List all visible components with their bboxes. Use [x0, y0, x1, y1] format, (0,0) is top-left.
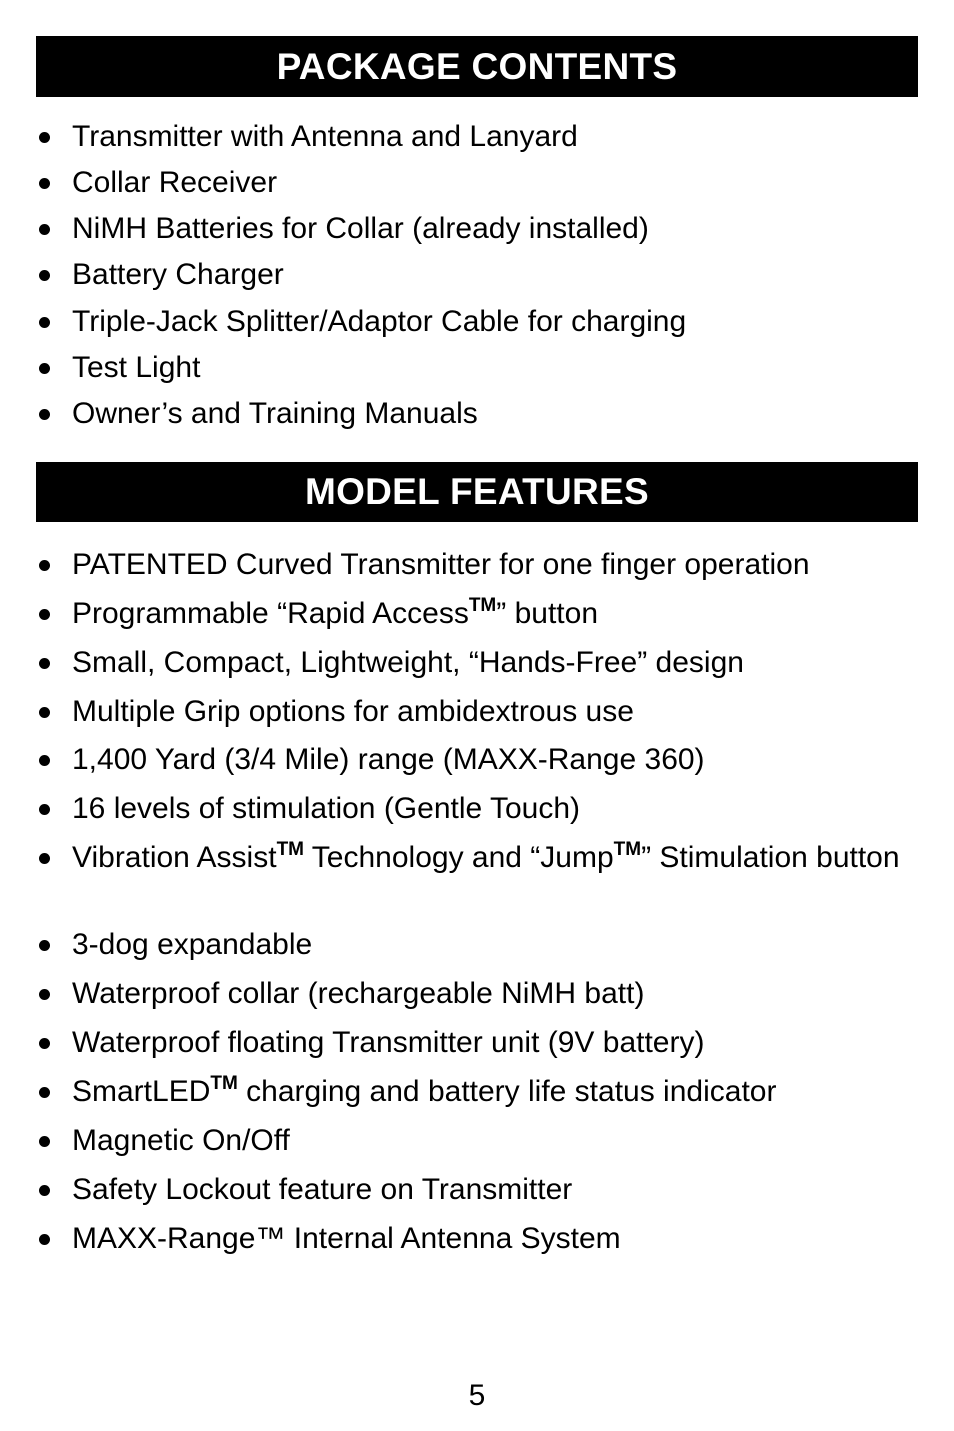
list-item: Transmitter with Antenna and Lanyard: [72, 117, 918, 157]
list-item: Vibration Assist™ Technology and “Jump™” Stimulation button: [72, 838, 918, 878]
list-item: SmartLED™ charging and battery life status indicator: [72, 1072, 918, 1112]
bullet-icon: [39, 224, 50, 235]
list-item: Magnetic On/Off: [72, 1121, 918, 1161]
list-item: NiMH Batteries for Collar (already installed): [72, 209, 918, 249]
bullet-icon: [39, 363, 50, 374]
list-item: 16 levels of stimulation (Gentle Touch): [72, 789, 918, 829]
bullet-icon: [39, 270, 50, 281]
bullet-icon: [39, 707, 50, 718]
bullet-icon: [39, 609, 50, 620]
list-item: Safety Lockout feature on Transmitter: [72, 1170, 918, 1210]
bullet-icon: [39, 409, 50, 420]
trademark-mark: TM: [276, 839, 304, 860]
trademark-mark: TM: [613, 839, 642, 860]
list-item: Battery Charger: [72, 255, 918, 295]
bullet-icon: [39, 853, 50, 864]
bullet-icon: [39, 1087, 50, 1098]
list-item: Small, Compact, Lightweight, “Hands-Free” design: [72, 643, 918, 683]
model-features-heading: MODEL FEATURES: [36, 462, 918, 522]
bullet-icon: [39, 1234, 50, 1245]
bullet-icon: [39, 755, 50, 766]
list-item: 1,400 Yard (3/4 Mile) range (MAXX-Range 360): [72, 740, 918, 780]
bullet-icon: [39, 1136, 50, 1147]
bullet-icon: [39, 804, 50, 815]
trademark-mark: TM: [468, 595, 497, 616]
bullet-icon: [39, 940, 50, 951]
bullet-icon: [39, 132, 50, 143]
list-item: Programmable “Rapid Access™” button: [72, 594, 918, 634]
bullet-icon: [39, 560, 50, 571]
bullet-icon: [39, 989, 50, 1000]
list-item: Triple-Jack Splitter/Adaptor Cable for charging: [72, 302, 918, 342]
list-item: 3-dog expandable: [72, 925, 918, 965]
bullet-icon: [39, 1185, 50, 1196]
list-item: Waterproof collar (rechargeable NiMH batt): [72, 974, 918, 1014]
bullet-icon: [39, 317, 50, 328]
package-contents-heading: PACKAGE CONTENTS: [36, 36, 918, 97]
list-item: Test Light: [72, 348, 918, 388]
page-number: 5: [468, 1379, 486, 1412]
list-item: MAXX-Range™ Internal Antenna System: [72, 1219, 918, 1259]
bullet-icon: [39, 658, 50, 669]
list-item: Multiple Grip options for ambidextrous use: [72, 692, 918, 732]
list-item: Waterproof floating Transmitter unit (9V battery): [72, 1023, 918, 1063]
bullet-icon: [39, 178, 50, 189]
bullet-icon: [39, 1038, 50, 1049]
list-item: PATENTED Curved Transmitter for one finger operation: [72, 545, 918, 585]
list-item: Owner’s and Training Manuals: [72, 394, 918, 434]
list-item: Collar Receiver: [72, 163, 918, 203]
trademark-mark: TM: [210, 1073, 238, 1094]
